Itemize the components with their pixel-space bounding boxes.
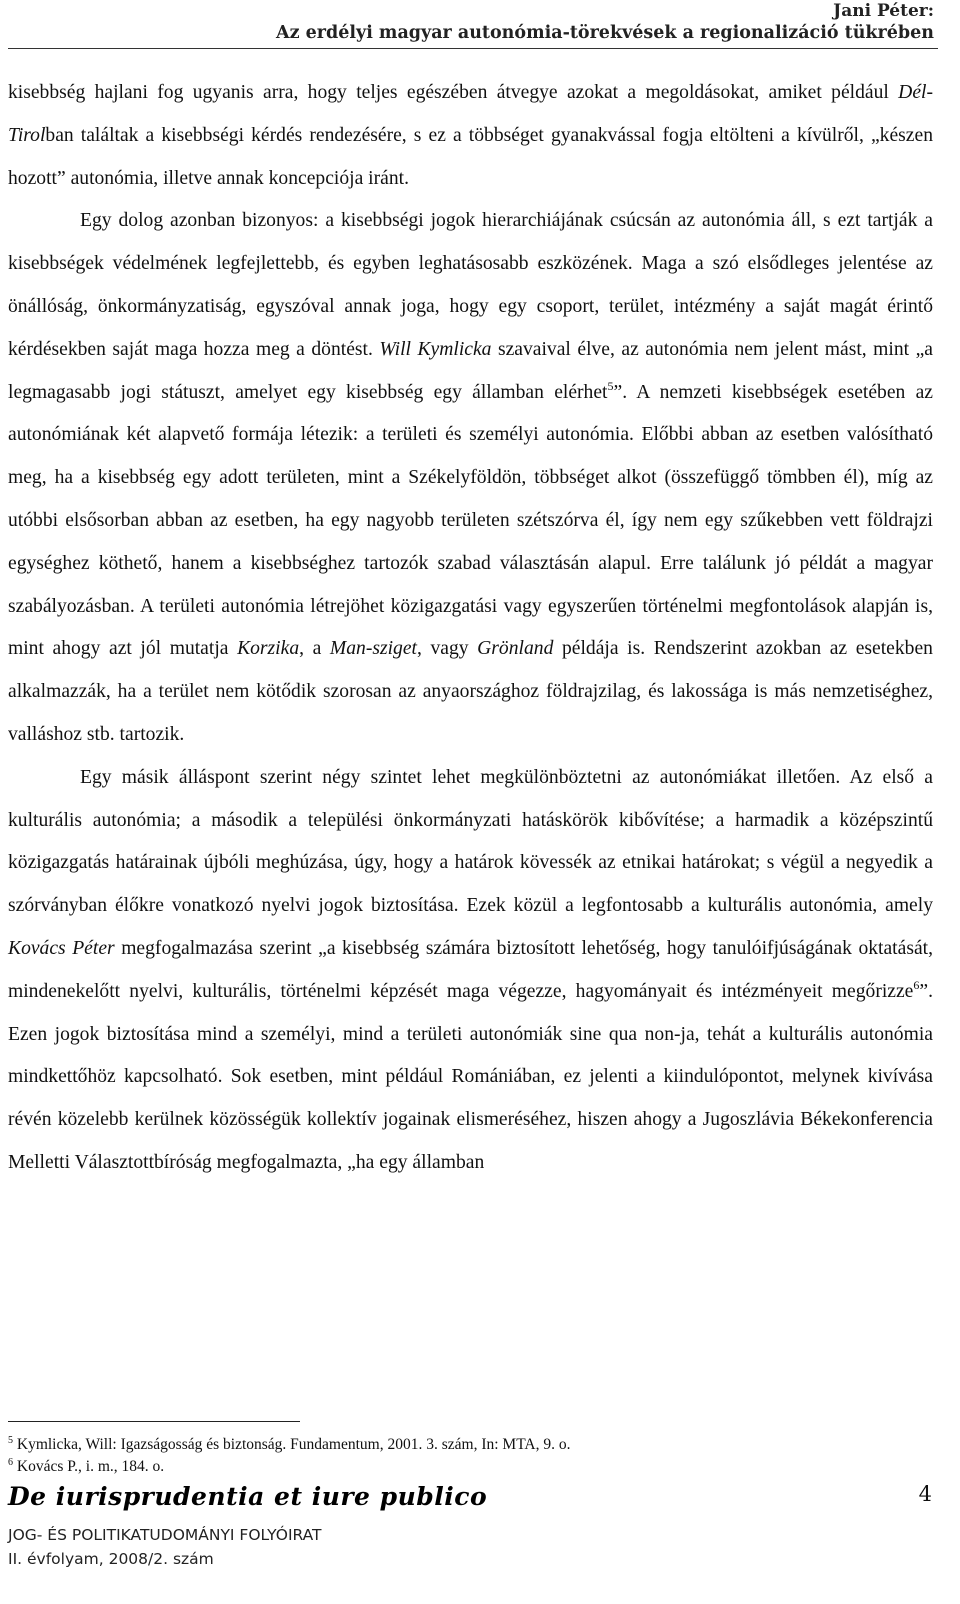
footnote-5 xyxy=(8,1434,571,1456)
footnote-divider xyxy=(8,1421,300,1422)
text-run: ban találtak a kisebbségi kérdés rendezésére, s ez a többséget gyanakvással fogja eltölteni a kívülről, „készen hozott” autonómia, illetve annak koncepciója iránt. xyxy=(8,124,933,189)
text-run: , a xyxy=(299,638,330,660)
journal-subtitle: JOG- ÉS POLITIKATUDOMÁNYI FOLYÓIRAT xyxy=(8,1526,322,1544)
journal-issue: II. évfolyam, 2008/2. szám xyxy=(8,1550,214,1568)
paragraph-2 xyxy=(8,200,933,756)
paragraph-3 xyxy=(8,757,933,1185)
header-divider xyxy=(8,48,938,49)
text-run: kisebbség hajlani fog ugyanis arra, hogy teljes egészében átvegye azokat a megoldásokat, amiket például xyxy=(8,82,899,103)
footnote-number: 5 xyxy=(8,1435,13,1446)
footnote-text: Kymlicka, Will: Igazságosság és biztonság. Fundamentum, 2001. 3. szám, In: MTA, 9. o. xyxy=(13,1436,571,1453)
footnote-6 xyxy=(8,1456,571,1478)
header-author: Jani Péter: xyxy=(833,1,934,21)
running-header xyxy=(276,0,934,44)
text-run: példája is. Rendszerint azokban az esetekben alkalmazzák, ha a terület nem kötődik szorosan az anyaországhoz földrajzilag, és lakossága is más nemzetiséghez, valláshoz stb. tartozik. xyxy=(8,638,933,745)
text-run: ”. Ezen jogok biztosítása mind a személyi, mind a területi autonómiák sine qua non-ja, tehát a kulturális autonómia mindkettőhöz kapcsolható. Sok esetben, mint például Romániában, ez jelenti a kiindulópontot, melynek kivívása révén közelebb kerülnek közösségük kollektív jogainak elismeréséhez, hiszen ahogy a Jugoszlávia Békekonferencia Melletti Választottbíróság megfogalmazta, „ha egy államban xyxy=(8,980,933,1173)
footnote-ref-6[interactable]: 6 xyxy=(913,977,920,992)
text-run: , vagy xyxy=(416,638,478,660)
footnote-ref-5[interactable]: 5 xyxy=(607,378,614,393)
journal-title: De iurisprudentia et iure publico xyxy=(8,1482,488,1511)
text-run: Egy másik álláspont szerint négy szintet lehet megkülönböztetni az autonómiákat illetően. Az első a kulturális autonómia; a második a települési önkormányzati hatáskörök kibővítése; a harmadik a középszintű közigazgatás határainak újbóli meghúzása, úgy, hogy a határok kövessék az etnikai határokat; s végül a negyedik a szórványban élőkre vonatkozó nyelvi jogok biztosítása. Ezek közül a legfontosabb a kulturális autonómia, amely xyxy=(8,766,933,917)
text-run: ”. A nemzeti kisebbségek esetében az autonómiának két alapvető formája létezik: a területi és személyi autonómia. Előbbi abban az esetben valósítható meg, ha a kisebbség egy adott területen, mint a Székelyföldön, többséget alkot (összefüggő tömbben él), míg az utóbbi elsősorban abban az esetben, ha egy nagyobb területen szétszórva él, így nem egy szűkebben vett földrajzi egységhez köthető, hanem a kisebbséghez tartozók szabad választásán alapul. Erre találunk jó példát a magyar szabályozásban. A területi autonómia létrejöhet közigazgatási vagy egyszerűen történelmi megfontolások alapján is, mint ahogy azt jól mutatja xyxy=(8,381,934,660)
text-run: megfogalmazása szerint „a kisebbség számára biztosított lehetőség, hogy tanulóifjúságának oktatását, mindenekelőtt nyelvi, kulturális, történelmi képzését maga végezze, hagyományait és intézményeit megőrizze xyxy=(8,937,933,1002)
emphasis-korzika: Korzika xyxy=(237,638,300,660)
article-body xyxy=(8,72,933,1185)
emphasis-gronland: Grönland xyxy=(477,638,554,660)
emphasis-del-tirol: Dél-Tirol xyxy=(8,82,933,146)
text-run: Egy dolog azonban bizonyos: a kisebbségi jogok hierarchiájának csúcsán az autonómia áll, s ezt tartják a kisebbségek védelmének legfejlettebb, és egyben leghatásosabb eszközének. Maga a szó elsődleges jelentése az önállóság, önkormányzatiság, egyszóval annak joga, hogy egy csoport, terület, intézmény a saját magát érintő kérdésekben saját maga hozza meg a döntést. xyxy=(8,210,933,360)
footnotes xyxy=(8,1434,571,1478)
paragraph-1 xyxy=(8,72,933,200)
emphasis-will-kymlicka: Will Kymlicka xyxy=(379,338,492,360)
page-number: 4 xyxy=(918,1482,932,1506)
emphasis-kovacs-peter: Kovács Péter xyxy=(8,937,115,959)
footnote-text: Kovács P., i. m., 184. o. xyxy=(13,1458,165,1475)
footnote-number: 6 xyxy=(8,1457,13,1468)
emphasis-man-sziget: Man-sziget xyxy=(329,638,417,660)
header-title: Az erdélyi magyar autonómia-törekvések a regionalizáció tükrében xyxy=(276,23,934,43)
text-run: szavaival élve, az autonómia nem jelent mást, mint „a legmagasabb jogi státuszt, amelyet egy kisebbség egy államban elérhet xyxy=(8,338,933,403)
